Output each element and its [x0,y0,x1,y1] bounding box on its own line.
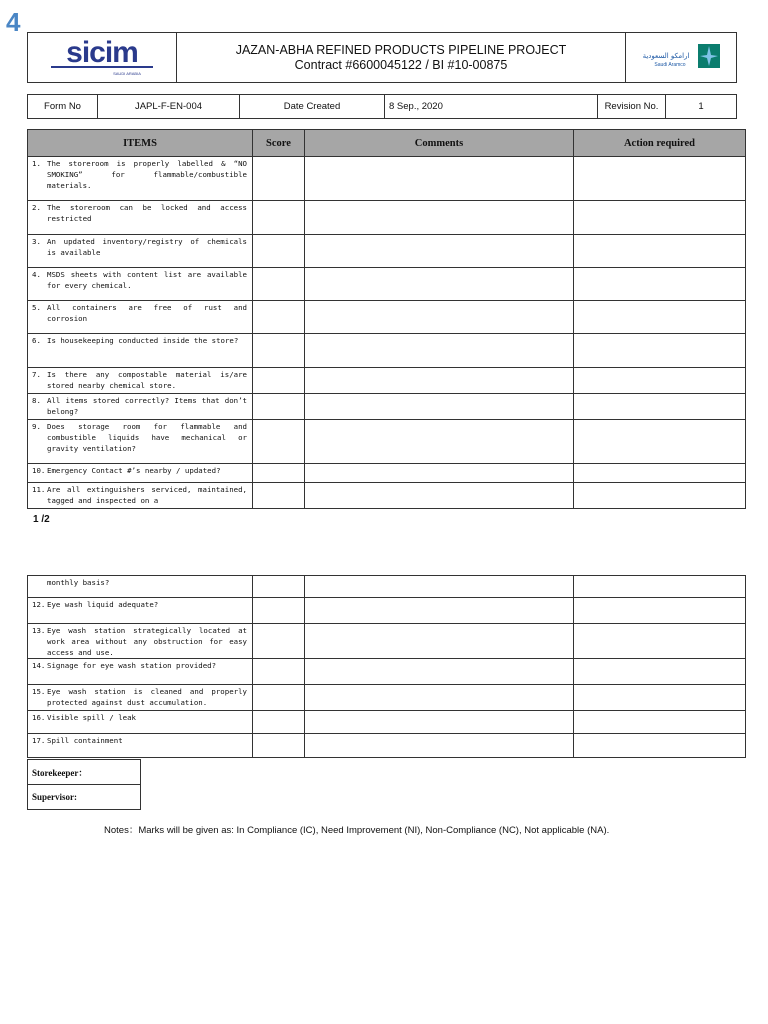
action-required-cell[interactable] [574,235,746,268]
item-text: Eye wash station is cleaned and properly protected against dust accumulation. [47,687,247,707]
project-title-line2: Contract #6600045122 / BI #10-00875 [294,57,508,72]
score-cell[interactable] [253,235,305,268]
sicim-logo [28,33,177,82]
item-cell [28,368,253,394]
comments-cell[interactable] [305,598,574,624]
item-text: An updated inventory/registry of chemicals is available [47,237,247,257]
checklist-table-page2 [27,575,746,758]
score-cell[interactable] [253,301,305,334]
item-number: 10. [32,466,46,475]
item-cell [28,268,253,301]
checklist-row [28,685,746,711]
action-required-cell[interactable] [574,334,746,368]
item-number: 9. [32,422,41,431]
comments-cell[interactable] [305,685,574,711]
comments-cell[interactable] [305,268,574,301]
comments-cell[interactable] [305,420,574,464]
item-number: 17. [32,736,46,745]
item-cell [28,201,253,235]
checklist-row [28,394,746,420]
revision-value: 1 [698,101,704,112]
item-number: 11. [32,485,46,494]
page-indicator: 1 /2 [33,514,50,525]
action-required-cell[interactable] [574,301,746,334]
score-cell[interactable] [253,420,305,464]
item-text: Is there any compostable material is/are stored nearby chemical store. [47,370,247,390]
action-required-cell[interactable] [574,685,746,711]
item-cell [28,659,253,685]
item-cell [28,685,253,711]
date-created-label: Date Created [240,95,385,118]
sicim-logo-icon [47,38,157,78]
checklist-row [28,576,746,598]
item-text: MSDS sheets with content list are available for every chemical. [47,270,247,290]
sicim-logo-text: sicim [66,37,138,69]
aramco-arabic: ارامكو السعودية [642,51,690,60]
item-number: 3. [32,237,41,246]
comments-cell[interactable] [305,711,574,734]
score-cell[interactable] [253,659,305,685]
action-required-cell[interactable] [574,734,746,758]
action-required-cell[interactable] [574,268,746,301]
supervisor-label: Supervisor: [28,785,141,810]
item-text: All items stored correctly? Items that don’t belong? [47,396,247,416]
score-cell[interactable] [253,157,305,201]
score-cell[interactable] [253,201,305,235]
item-text: Are all extinguishers serviced, maintained, tagged and inspected on a [47,485,247,505]
action-required-cell[interactable] [574,368,746,394]
item-number: 4. [32,270,41,279]
checklist-row [28,624,746,659]
checklist-row [28,659,746,685]
comments-cell[interactable] [305,301,574,334]
item-text: Eye wash liquid adequate? [47,600,159,609]
notes-text: Notes：Marks will be given as: In Compliance (IC), Need Improvement (NI), Non-Compliance (NC), Not applicable (NA). [104,825,610,836]
item-text: Visible spill / leak [47,713,136,722]
score-cell[interactable] [253,334,305,368]
comments-cell[interactable] [305,483,574,509]
form-info-row [27,94,737,119]
form-no-value: JAPL-F-EN-004 [98,95,240,118]
score-cell[interactable] [253,464,305,483]
aramco-logo-icon [636,38,726,78]
checklist-row [28,334,746,368]
score-cell[interactable] [253,711,305,734]
item-text: Is housekeeping conducted inside the store? [47,336,239,345]
item-text: The storeroom can be locked and access restricted [47,203,247,223]
comments-cell[interactable] [305,734,574,758]
item-cell [28,235,253,268]
action-required-cell[interactable] [574,711,746,734]
comments-cell[interactable] [305,659,574,685]
date-created-value: 8 Sep., 2020 [385,95,598,118]
item-text: Signage for eye wash station provided? [47,661,217,670]
comments-cell[interactable] [305,235,574,268]
score-cell[interactable] [253,734,305,758]
item-number: 13. [32,626,46,635]
project-title [177,33,626,82]
item-text: Emergency Contact #’s nearby / updated? [47,466,221,475]
form-no-label: Form No [28,95,98,118]
item-number: 8. [32,396,41,405]
item-text: The storeroom is properly labelled & “NO SMOKING” for flammable/combustible materials. [47,159,247,190]
score-cell[interactable] [253,685,305,711]
item-text: Does storage room for flammable and combustible liquids have mechanical or gravity ventilation? [47,422,247,453]
score-cell[interactable] [253,483,305,509]
item-number: 6. [32,336,41,345]
checklist-table-page1 [27,129,746,509]
page-number: 4 [6,7,21,37]
action-required-cell[interactable] [574,624,746,659]
item-cell [28,598,253,624]
action-required-cell[interactable] [574,201,746,235]
action-required-cell[interactable] [574,483,746,509]
item-cell [28,301,253,334]
sicim-logo-subtext: SAUDI ARABIA [113,70,141,76]
revision-label: Revision No. [598,95,666,118]
item-cell [28,157,253,201]
column-header-action: Action required [574,130,746,157]
comments-cell[interactable] [305,368,574,394]
item-number: 16. [32,713,46,722]
project-title-line1: JAZAN-ABHA REFINED PRODUCTS PIPELINE PROJECT [235,42,567,57]
column-header-items: ITEMS [28,130,253,157]
action-required-cell[interactable] [574,157,746,201]
item-cell [28,624,253,659]
item-cell [28,483,253,509]
document-header [27,32,737,83]
comments-cell[interactable] [305,624,574,659]
comments-cell[interactable] [305,157,574,201]
item-number: 7. [32,370,41,379]
checklist-row [28,201,746,235]
storekeeper-label: Storekeeper： [28,760,141,785]
item-text: Spill containment [47,736,123,745]
item-cell [28,420,253,464]
checklist-row [28,598,746,624]
item-text: Eye wash station strategically located at work area without any obstruction for easy access and use. [47,626,247,657]
action-required-cell[interactable] [574,464,746,483]
item-cell [28,334,253,368]
item-cell [28,576,253,598]
score-cell[interactable] [253,394,305,420]
score-cell[interactable] [253,624,305,659]
score-cell[interactable] [253,268,305,301]
column-header-comments: Comments [305,130,574,157]
comments-cell[interactable] [305,201,574,235]
item-cell [28,464,253,483]
checklist-row [28,420,746,464]
action-required-cell[interactable] [574,394,746,420]
comments-cell[interactable] [305,334,574,368]
checklist-row [28,464,746,483]
score-cell[interactable] [253,576,305,598]
item-number: 1. [32,159,41,168]
item-text: All containers are free of rust and corrosion [47,303,247,323]
aramco-logo [626,33,736,82]
checklist-row [28,483,746,509]
signature-table [27,759,141,810]
comments-cell[interactable] [305,464,574,483]
aramco-english: Saudi Aramco [654,61,686,68]
item-cell [28,711,253,734]
comments-cell[interactable] [305,576,574,598]
score-cell[interactable] [253,598,305,624]
item-number: 12. [32,600,46,609]
item-number: 14. [32,661,46,670]
item-text: monthly basis? [47,578,110,587]
action-required-cell[interactable] [574,576,746,598]
action-required-cell[interactable] [574,598,746,624]
action-required-cell[interactable] [574,420,746,464]
item-number: 15. [32,687,46,696]
checklist-row [28,157,746,201]
score-cell[interactable] [253,368,305,394]
checklist-row [28,734,746,758]
action-required-cell[interactable] [574,659,746,685]
item-cell [28,734,253,758]
item-cell [28,394,253,420]
item-number: 2. [32,203,41,212]
comments-cell[interactable] [305,394,574,420]
checklist-row [28,301,746,334]
checklist-row [28,368,746,394]
column-header-score: Score [253,130,305,157]
checklist-row [28,711,746,734]
checklist-row [28,268,746,301]
checklist-row [28,235,746,268]
item-number: 5. [32,303,41,312]
